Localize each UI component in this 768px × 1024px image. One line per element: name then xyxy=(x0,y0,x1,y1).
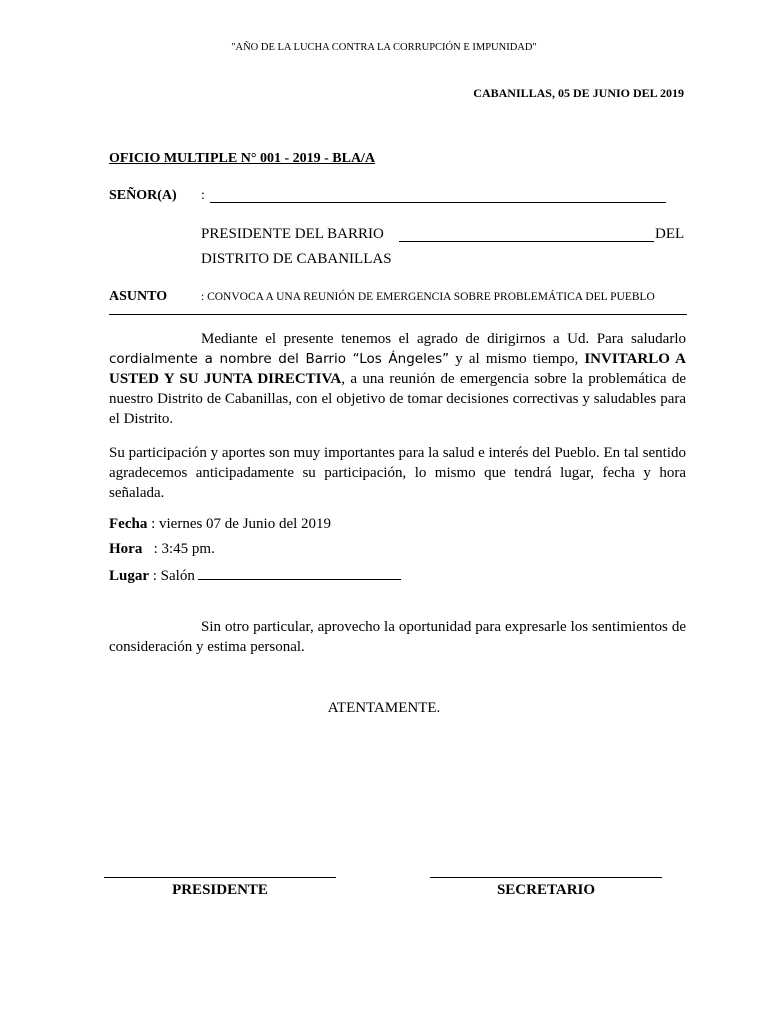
body-paragraph-2: Su participación y aportes son muy importantes para la salud e interés del Pueblo. En tal sentido agradecemos anticipadamente su participación, lo mismo que tendrá lugar, fecha y hora señalada. xyxy=(109,445,686,501)
hora-row xyxy=(109,541,215,558)
subject-text: : CONVOCA A UNA REUNIÓN DE EMERGENCIA SOBRE PROBLEMÁTICA DEL PUEBLO xyxy=(201,291,655,303)
recipient-title-line1: PRESIDENTE DEL BARRIO xyxy=(201,226,384,242)
closing-text: ATENTAMENTE. xyxy=(327,700,441,716)
secretary-signature-label: SECRETARIO xyxy=(496,882,596,898)
body-paragraph-3: Sin otro particular, aprovecho la oportunidad para expresarle los sentimientos de consideración y estima personal. xyxy=(109,619,686,655)
body-p1-part-c: y al mismo tiempo, xyxy=(449,351,585,367)
fecha-value: : viernes 07 de Junio del 2019 xyxy=(147,516,332,532)
fecha-label: Fecha xyxy=(109,516,148,532)
hora-label: Hora xyxy=(109,541,143,557)
separator-rule xyxy=(109,314,687,315)
year-motto: "AÑO DE LA LUCHA CONTRA LA CORRUPCIÓN E IMPUNIDAD" xyxy=(231,42,537,53)
secretary-signature-line xyxy=(430,877,662,878)
recipient-title-line2: DISTRITO DE CABANILLAS xyxy=(201,251,392,267)
recipient-label: SEÑOR(A) xyxy=(109,188,177,203)
barrio-blank-line xyxy=(399,228,654,242)
lugar-blank-line xyxy=(198,566,401,580)
oficio-number: OFICIO MULTIPLE N° 001 - 2019 - BLA/A xyxy=(109,151,376,166)
place-date: CABANILLAS, 05 DE JUNIO DEL 2019 xyxy=(473,86,684,100)
body-paragraph-1 xyxy=(109,329,686,429)
recipient-colon: : xyxy=(201,188,205,203)
president-signature-label: PRESIDENTE xyxy=(172,882,268,898)
president-signature-line xyxy=(104,877,336,878)
body-p1-part-a: Mediante el presente tenemos el agrado de dirigirnos a Ud. Para saludarlo xyxy=(201,331,686,347)
recipient-blank-line xyxy=(210,189,666,203)
lugar-value: : Salón xyxy=(149,568,195,584)
fecha-row xyxy=(109,516,331,533)
lugar-label: Lugar xyxy=(109,568,150,584)
recipient-title-del: DEL xyxy=(655,226,685,242)
subject-label: ASUNTO xyxy=(109,289,168,304)
hora-value: : 3:45 pm. xyxy=(142,541,215,557)
body-p1-part-d: , a una reunión de emergencia sobre la problemática de nuestro Distrito de Cabanillas, con el objetivo de tomar decisiones correctivas y saludables para el Distrito. xyxy=(109,371,686,427)
lugar-row xyxy=(109,566,401,585)
body-p1-part-b: cordialmente a nombre del Barrio “Los Ángeles” xyxy=(109,351,450,367)
body-p1-bold: INVITARLO A USTED Y SU JUNTA DIRECTIVA xyxy=(109,351,686,387)
